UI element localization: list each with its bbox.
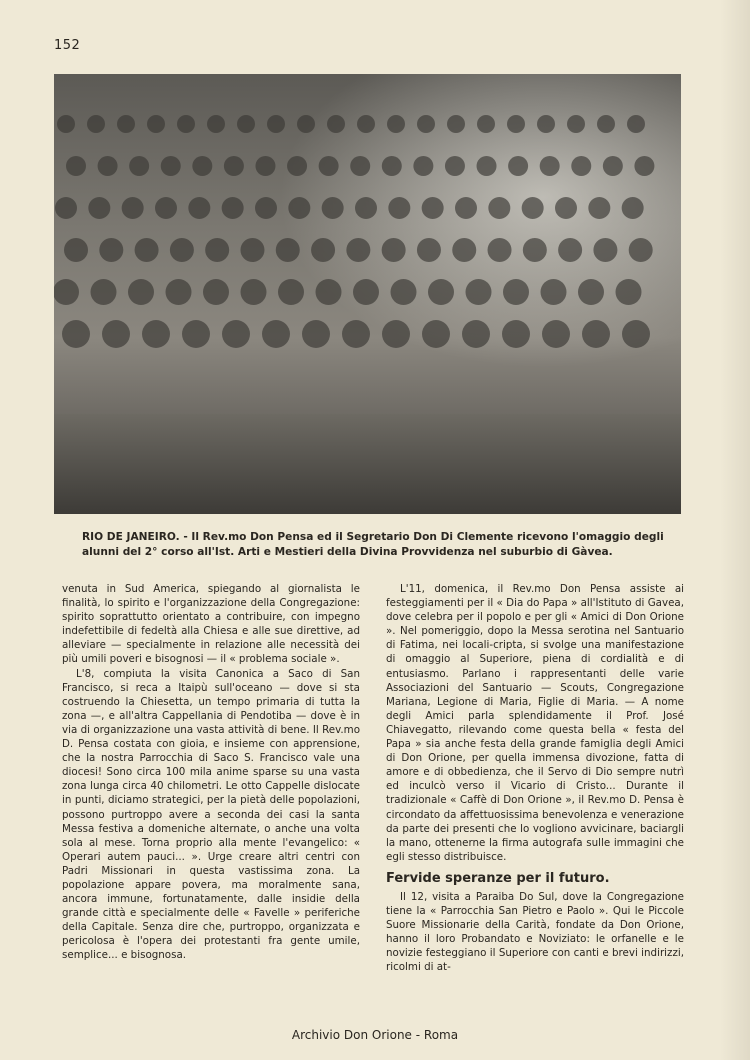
face-silhouette bbox=[388, 197, 410, 219]
face-silhouette bbox=[523, 238, 547, 262]
face-silhouette bbox=[170, 238, 194, 262]
face-silhouette bbox=[597, 115, 615, 133]
face-silhouette bbox=[382, 238, 406, 262]
face-silhouette bbox=[319, 156, 339, 176]
face-silhouette bbox=[177, 115, 195, 133]
face-silhouette bbox=[417, 115, 435, 133]
face-silhouette bbox=[387, 115, 405, 133]
face-silhouette bbox=[205, 238, 229, 262]
face-silhouette bbox=[302, 320, 330, 348]
paragraph: venuta in Sud America, spiegando al giornalista le finalità, lo spirito e l'organizzazione della Congregazione: spirito soprattutto orientato a contribuire, con impegno indefettibile di fedeltà alla Chiesa e alle sue direttive, ad alleviare — specialmente in relazione alle necessità dei più umili poveri e bisognosi — il « problema sociale ». bbox=[62, 583, 360, 666]
face-silhouette bbox=[54, 279, 79, 305]
face-silhouette bbox=[588, 197, 610, 219]
paragraph: L'11, domenica, il Rev.mo Don Pensa assiste ai festeggiamenti per il « Dia do Papa » all'Istituto di Gavea, dove celebra per il popolo e per gli « Amici di Don Orione ». Nel pomeriggio, dopo la Messa serotina nel Santuario di Fatima, nei locali-cripta, si svolge una manifestazione di omaggio al Superiore, piena di cordialità e di entusiasmo. Parlano i rappresentanti delle varie Associazioni del Santuario — Scouts, Congregazione Mariana, Legione di Maria, Figlie di Maria. — A nome degli Amici parla splendidamente il Prof. José Chiavegatto, rilevando come questa bella « festa del Papa » sia anche festa della grande famiglia degli Amici di Don Orione, per quella immensa divozione, fatta di amore e di obbedienza, che il Servo di Dio sempre nutrì ed inculcò verso il Vicario di Cristo... Durante il tradizionale « Caffè di Don Orione », il Rev.mo D. Pensa è circondato da affettuosissima benevolenza e venerazione da parte dei presenti che lo vogliono avvicinare, baciargli la mano, ottenerne la firma autografa sulle immagini che egli stesso distribuisce. bbox=[386, 583, 684, 863]
face-silhouette bbox=[488, 238, 512, 262]
photograph bbox=[54, 74, 681, 514]
face-silhouette bbox=[87, 115, 105, 133]
face-silhouette bbox=[555, 197, 577, 219]
face-silhouette bbox=[622, 197, 644, 219]
face-silhouette bbox=[578, 279, 604, 305]
face-silhouette bbox=[147, 115, 165, 133]
face-silhouette bbox=[255, 156, 275, 176]
face-silhouette bbox=[142, 320, 170, 348]
face-silhouette bbox=[507, 115, 525, 133]
face-silhouette bbox=[350, 156, 370, 176]
face-silhouette bbox=[353, 279, 379, 305]
page-number: 152 bbox=[54, 38, 81, 53]
face-silhouette bbox=[122, 197, 144, 219]
face-silhouette bbox=[382, 156, 402, 176]
face-silhouette bbox=[413, 156, 433, 176]
face-silhouette bbox=[603, 156, 623, 176]
face-silhouette bbox=[64, 238, 88, 262]
face-silhouette bbox=[477, 156, 497, 176]
face-silhouette bbox=[466, 279, 492, 305]
photo-caption: RIO DE JANEIRO. - Il Rev.mo Don Pensa ed il Segretario Don Di Clemente ricevono l'omaggio degli alunni del 2° corso all'Ist. Arti e Mestieri della Divina Provvidenza nel suburbio di Gàvea. bbox=[82, 531, 664, 558]
face-silhouette bbox=[287, 156, 307, 176]
face-silhouette bbox=[537, 115, 555, 133]
article-body bbox=[62, 582, 684, 975]
face-silhouette bbox=[540, 156, 560, 176]
face-silhouette bbox=[262, 320, 290, 348]
face-silhouette bbox=[128, 279, 154, 305]
face-silhouette bbox=[422, 197, 444, 219]
face-silhouette bbox=[355, 197, 377, 219]
face-silhouette bbox=[477, 115, 495, 133]
face-silhouette bbox=[541, 279, 567, 305]
face-silhouette bbox=[316, 279, 342, 305]
face-silhouette bbox=[91, 279, 117, 305]
face-silhouette bbox=[192, 156, 212, 176]
face-silhouette bbox=[55, 197, 77, 219]
face-silhouette bbox=[422, 320, 450, 348]
face-silhouette bbox=[237, 115, 255, 133]
face-silhouette bbox=[88, 197, 110, 219]
right-column bbox=[386, 582, 684, 975]
section-heading: Fervide speranze per il futuro. bbox=[386, 870, 610, 886]
face-silhouette bbox=[155, 197, 177, 219]
face-silhouette bbox=[224, 156, 244, 176]
face-silhouette bbox=[567, 115, 585, 133]
face-silhouette bbox=[417, 238, 441, 262]
face-silhouette bbox=[99, 238, 123, 262]
paragraph: Il 12, visita a Paraiba Do Sul, dove la Congregazione tiene la « Parrocchia San Pietro e Paolo ». Qui le Piccole Suore Missionarie della Carità, fondate da Don Orione, hanno il loro Probandato e Noviziato: le orfanelle e le novizie festeggiano il Superiore con canti e brevi indirizzi, ricolmi di at- bbox=[386, 890, 684, 974]
face-silhouette bbox=[297, 115, 315, 133]
face-silhouette bbox=[117, 115, 135, 133]
crowd-silhouettes bbox=[54, 104, 681, 404]
face-silhouette bbox=[488, 197, 510, 219]
face-silhouette bbox=[558, 238, 582, 262]
face-silhouette bbox=[129, 156, 149, 176]
face-silhouette bbox=[391, 279, 417, 305]
face-silhouette bbox=[102, 320, 130, 348]
face-silhouette bbox=[382, 320, 410, 348]
face-silhouette bbox=[455, 197, 477, 219]
face-silhouette bbox=[357, 115, 375, 133]
face-silhouette bbox=[445, 156, 465, 176]
face-silhouette bbox=[66, 156, 86, 176]
face-silhouette bbox=[542, 320, 570, 348]
face-silhouette bbox=[462, 320, 490, 348]
face-silhouette bbox=[322, 197, 344, 219]
face-silhouette bbox=[182, 320, 210, 348]
face-silhouette bbox=[276, 238, 300, 262]
face-silhouette bbox=[571, 156, 591, 176]
face-silhouette bbox=[346, 238, 370, 262]
face-silhouette bbox=[342, 320, 370, 348]
face-silhouette bbox=[508, 156, 528, 176]
face-silhouette bbox=[629, 238, 653, 262]
face-silhouette bbox=[582, 320, 610, 348]
face-silhouette bbox=[447, 115, 465, 133]
face-silhouette bbox=[57, 115, 75, 133]
face-silhouette bbox=[240, 238, 264, 262]
face-silhouette bbox=[188, 197, 210, 219]
face-silhouette bbox=[616, 279, 642, 305]
face-silhouette bbox=[135, 238, 159, 262]
face-silhouette bbox=[222, 197, 244, 219]
face-silhouette bbox=[327, 115, 345, 133]
paper-edge-shading bbox=[720, 0, 750, 1060]
face-silhouette bbox=[634, 156, 654, 176]
face-silhouette bbox=[255, 197, 277, 219]
face-silhouette bbox=[522, 197, 544, 219]
face-silhouette bbox=[278, 279, 304, 305]
face-silhouette bbox=[241, 279, 267, 305]
face-silhouette bbox=[161, 156, 181, 176]
face-silhouette bbox=[452, 238, 476, 262]
face-silhouette bbox=[288, 197, 310, 219]
face-silhouette bbox=[622, 320, 650, 348]
face-silhouette bbox=[166, 279, 192, 305]
face-silhouette bbox=[207, 115, 225, 133]
face-silhouette bbox=[503, 279, 529, 305]
archive-footer: Archivio Don Orione - Roma bbox=[291, 1028, 459, 1042]
floor-shadow bbox=[54, 414, 681, 514]
face-silhouette bbox=[222, 320, 250, 348]
face-silhouette bbox=[203, 279, 229, 305]
face-silhouette bbox=[627, 115, 645, 133]
left-column bbox=[62, 582, 360, 975]
face-silhouette bbox=[593, 238, 617, 262]
face-silhouette bbox=[62, 320, 90, 348]
face-silhouette bbox=[267, 115, 285, 133]
face-silhouette bbox=[428, 279, 454, 305]
face-silhouette bbox=[502, 320, 530, 348]
face-silhouette bbox=[311, 238, 335, 262]
paragraph: L'8, compiuta la visita Canonica a Saco di San Francisco, si reca a Itaipù sull'oceano — dove si sta costruendo la Chiesetta, un tempo primaria di tutta la zona —, e all'altra Cappellania di Pendotiba — dove è in via di organizzazione una vasta attività di bene. Il Rev.mo D. Pensa costata con gioia, e insieme con apprensione, che la nostra Parrocchia di Saco S. Francisco vale una diocesi! Sono circa 100 mila anime sparse su una vasta zona lunga circa 40 chilometri. Le otto Cappelle dislocate in punti, diciamo strategici, per la pietà delle popolazioni, possono purtroppo avere a seconda dei casi la santa Messa festiva a domeniche alternate, o anche una volta sola al mese. Torna proprio alla mente l'evangelico: « Operari autem pauci... ». Urge creare altri centri con Padri Missionari in questa vastissima zona. La popolazione appare povera, ma moralmente sana, ancora immune, fortunatamente, dalle insidie della grande città e specialmente delle « Favelle » periferiche della Capitale. Senza dire che, purtroppo, organizzata e pericolosa è l'opera dei protestanti fra gente umile, semplice... e bisognosa. bbox=[62, 667, 360, 962]
face-silhouette bbox=[98, 156, 118, 176]
